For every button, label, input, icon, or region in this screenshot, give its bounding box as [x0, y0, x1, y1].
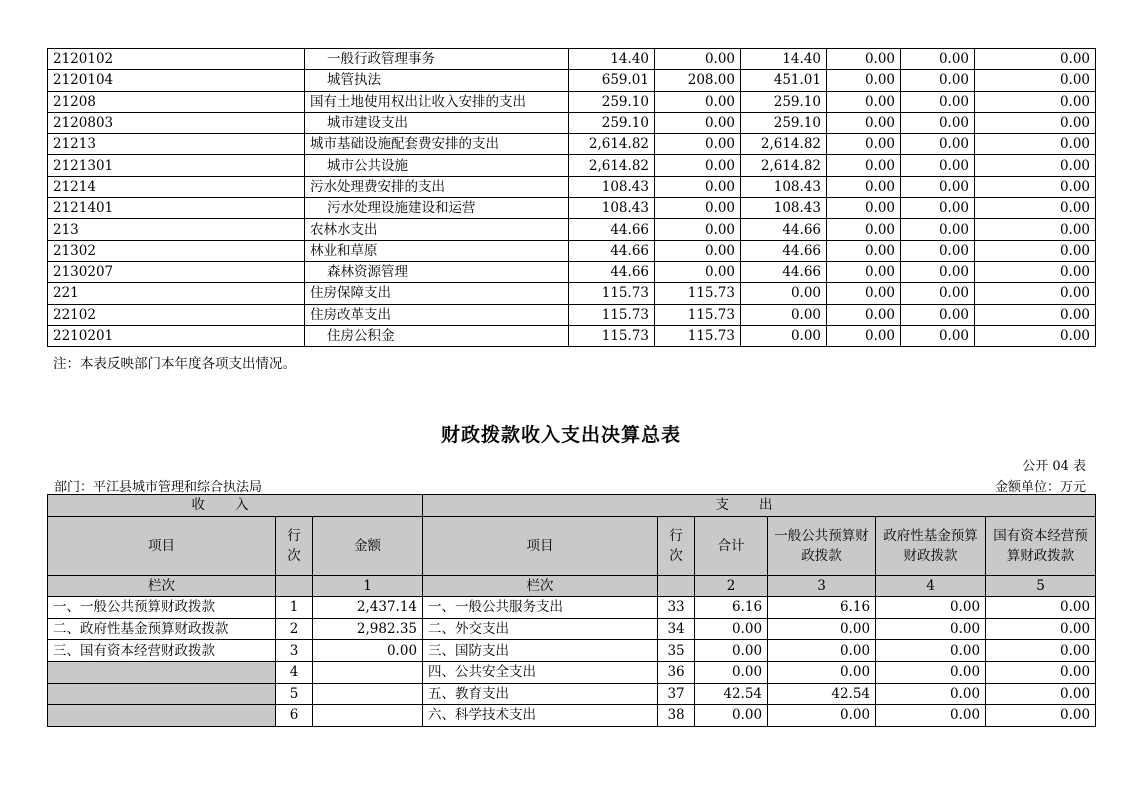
- expense-general: 0.00: [768, 618, 876, 640]
- income-amount: 2,982.35: [313, 618, 423, 640]
- expense-row-no: 38: [658, 705, 695, 727]
- row-project: 2,614.82: [741, 155, 827, 176]
- row-basic: 115.73: [655, 283, 741, 304]
- table-row: [48, 91, 1096, 112]
- row-project: 108.43: [741, 176, 827, 197]
- row-name: 国有土地使用权出让收入安排的支出: [305, 91, 569, 112]
- row-basic: 0.00: [655, 49, 741, 70]
- row-col4: 0.00: [827, 325, 901, 346]
- expense-general: 6.16: [768, 597, 876, 619]
- expense-row-no: 36: [658, 661, 695, 683]
- row-col4: 0.00: [827, 304, 901, 325]
- expense-general: 0.00: [768, 661, 876, 683]
- expense-state: 0.00: [986, 640, 1096, 662]
- table-row: [48, 155, 1096, 176]
- expense-fund: 0.00: [876, 618, 986, 640]
- income-item: 三、国有资本经营财政拨款: [48, 640, 276, 662]
- row-col5: 0.00: [901, 261, 975, 282]
- row-name: 林业和草原: [305, 240, 569, 261]
- row-code: 21213: [48, 134, 305, 155]
- income-amount: 2,437.14: [313, 597, 423, 619]
- table-row: [48, 261, 1096, 282]
- row-basic: 0.00: [655, 198, 741, 219]
- row-total: 2,614.82: [569, 134, 655, 155]
- form-code: 公开 04 表: [1022, 459, 1086, 474]
- row-col4: 0.00: [827, 198, 901, 219]
- expense-total: 0.00: [695, 640, 768, 662]
- row-col4: 0.00: [827, 240, 901, 261]
- expense-row-no: 34: [658, 618, 695, 640]
- row-name: 农林水支出: [305, 219, 569, 240]
- expense-fund: 0.00: [876, 661, 986, 683]
- row-project: 14.40: [741, 49, 827, 70]
- row-col6: 0.00: [975, 49, 1096, 70]
- row-col6: 0.00: [975, 283, 1096, 304]
- row-code: 213: [48, 219, 305, 240]
- row-col4: 0.00: [827, 283, 901, 304]
- table-row: [48, 240, 1096, 261]
- row-basic: 0.00: [655, 240, 741, 261]
- row-name: 住房保障支出: [305, 283, 569, 304]
- row-total: 259.10: [569, 91, 655, 112]
- row-name: 城市基础设施配套费安排的支出: [305, 134, 569, 155]
- row-col6: 0.00: [975, 325, 1096, 346]
- row-name: 污水处理费安排的支出: [305, 176, 569, 197]
- row-name: 一般行政管理事务: [305, 49, 569, 70]
- table-row: [48, 640, 1096, 662]
- column-number-row: [48, 575, 1096, 597]
- expense-state: 0.00: [986, 683, 1096, 705]
- table-row: [48, 283, 1096, 304]
- expense-item: 三、国防支出: [423, 640, 658, 662]
- expense-item: 二、外交支出: [423, 618, 658, 640]
- expense-item: 四、公共安全支出: [423, 661, 658, 683]
- income-row-no: 4: [276, 661, 313, 683]
- expense-item: 六、科学技术支出: [423, 705, 658, 727]
- fiscal-summary-body: [48, 597, 1096, 727]
- expense-row-no: 35: [658, 640, 695, 662]
- row-col5: 0.00: [901, 198, 975, 219]
- row-col5: 0.00: [901, 134, 975, 155]
- row-col4: 0.00: [827, 261, 901, 282]
- unit-label: 金额单位：万元: [994, 480, 1086, 495]
- lanci-blank-2: [658, 575, 695, 597]
- expense-fund: 0.00: [876, 683, 986, 705]
- table-row: [48, 134, 1096, 155]
- row-project: 0.00: [741, 325, 827, 346]
- row-project: 259.10: [741, 91, 827, 112]
- expense-total: 0.00: [695, 705, 768, 727]
- row-code: 21208: [48, 91, 305, 112]
- lanci-blank-1: [276, 575, 313, 597]
- table-row: [48, 219, 1096, 240]
- expense-total: 0.00: [695, 618, 768, 640]
- expenditure-detail-body: [48, 49, 1096, 347]
- table-row: [48, 112, 1096, 133]
- expense-fund: 0.00: [876, 705, 986, 727]
- income-row-no: 1: [276, 597, 313, 619]
- row-total: 115.73: [569, 325, 655, 346]
- row-total: 115.73: [569, 304, 655, 325]
- row-basic: 0.00: [655, 261, 741, 282]
- table-row: [48, 618, 1096, 640]
- expense-state: 0.00: [986, 618, 1096, 640]
- table-row: [48, 198, 1096, 219]
- col-state-capital: 国有资本经营预算财政拨款: [986, 516, 1096, 575]
- section-header-row: [48, 495, 1096, 517]
- row-basic: 0.00: [655, 176, 741, 197]
- row-project: 0.00: [741, 304, 827, 325]
- row-name: 城管执法: [305, 70, 569, 91]
- row-col4: 0.00: [827, 70, 901, 91]
- row-col6: 0.00: [975, 176, 1096, 197]
- row-col5: 0.00: [901, 176, 975, 197]
- expense-item: 一、一般公共服务支出: [423, 597, 658, 619]
- row-col6: 0.00: [975, 261, 1096, 282]
- income-item: 一、一般公共预算财政拨款: [48, 597, 276, 619]
- row-basic: 0.00: [655, 134, 741, 155]
- row-col6: 0.00: [975, 198, 1096, 219]
- row-col5: 0.00: [901, 304, 975, 325]
- row-total: 44.66: [569, 261, 655, 282]
- income-amount: [313, 683, 423, 705]
- lanci-income: 栏次: [48, 575, 276, 597]
- table-row: [48, 304, 1096, 325]
- row-project: 44.66: [741, 261, 827, 282]
- expense-total: 6.16: [695, 597, 768, 619]
- expense-total: 42.54: [695, 683, 768, 705]
- row-code: 221: [48, 283, 305, 304]
- expense-item: 五、教育支出: [423, 683, 658, 705]
- row-code: 2210201: [48, 325, 305, 346]
- table-row: [48, 176, 1096, 197]
- row-col6: 0.00: [975, 240, 1096, 261]
- income-amount: [313, 705, 423, 727]
- expense-row-no: 37: [658, 683, 695, 705]
- row-col5: 0.00: [901, 219, 975, 240]
- row-total: 259.10: [569, 112, 655, 133]
- table-row: [48, 683, 1096, 705]
- row-basic: 115.73: [655, 304, 741, 325]
- income-item: [48, 683, 276, 705]
- row-basic: 115.73: [655, 325, 741, 346]
- table-row: [48, 70, 1096, 91]
- lanci-5: 5: [986, 575, 1096, 597]
- row-total: 14.40: [569, 49, 655, 70]
- col-general-budget: 一般公共预算财政拨款: [768, 516, 876, 575]
- row-code: 2120803: [48, 112, 305, 133]
- row-project: 0.00: [741, 283, 827, 304]
- expense-general: 0.00: [768, 640, 876, 662]
- row-project: 44.66: [741, 219, 827, 240]
- expense-general: 42.54: [768, 683, 876, 705]
- row-col5: 0.00: [901, 91, 975, 112]
- row-total: 108.43: [569, 198, 655, 219]
- col-total: 合计: [695, 516, 768, 575]
- row-total: 44.66: [569, 219, 655, 240]
- row-total: 115.73: [569, 283, 655, 304]
- row-col6: 0.00: [975, 112, 1096, 133]
- row-col4: 0.00: [827, 155, 901, 176]
- row-col5: 0.00: [901, 49, 975, 70]
- row-col5: 0.00: [901, 155, 975, 176]
- expense-general: 0.00: [768, 705, 876, 727]
- department-label: 部门：平江县城市管理和综合执法局: [54, 480, 263, 495]
- row-col4: 0.00: [827, 219, 901, 240]
- row-col6: 0.00: [975, 134, 1096, 155]
- expense-state: 0.00: [986, 705, 1096, 727]
- table-note: 注：本表反映部门本年度各项支出情况。: [53, 356, 296, 372]
- row-col4: 0.00: [827, 176, 901, 197]
- row-project: 2,614.82: [741, 134, 827, 155]
- expense-header: 支出: [423, 495, 1096, 517]
- col-income-row: 行次: [276, 516, 313, 575]
- row-total: 108.43: [569, 176, 655, 197]
- col-income-item: 项目: [48, 516, 276, 575]
- income-row-no: 5: [276, 683, 313, 705]
- row-col6: 0.00: [975, 219, 1096, 240]
- expense-row-no: 33: [658, 597, 695, 619]
- row-code: 2121401: [48, 198, 305, 219]
- income-row-no: 3: [276, 640, 313, 662]
- col-expense-item: 项目: [423, 516, 658, 575]
- row-project: 44.66: [741, 240, 827, 261]
- row-col5: 0.00: [901, 283, 975, 304]
- row-col4: 0.00: [827, 112, 901, 133]
- lanci-2: 2: [695, 575, 768, 597]
- table-row: [48, 597, 1096, 619]
- row-code: 22102: [48, 304, 305, 325]
- row-col5: 0.00: [901, 112, 975, 133]
- row-name: 城市公共设施: [305, 155, 569, 176]
- expense-total: 0.00: [695, 661, 768, 683]
- row-name: 城市建设支出: [305, 112, 569, 133]
- income-row-no: 2: [276, 618, 313, 640]
- row-name: 住房改革支出: [305, 304, 569, 325]
- col-income-amount: 金额: [313, 516, 423, 575]
- row-project: 451.01: [741, 70, 827, 91]
- table-row: [48, 705, 1096, 727]
- col-fund-budget: 政府性基金预算财政拨款: [876, 516, 986, 575]
- income-item: 二、政府性基金预算财政拨款: [48, 618, 276, 640]
- row-name: 住房公积金: [305, 325, 569, 346]
- income-row-no: 6: [276, 705, 313, 727]
- row-basic: 0.00: [655, 91, 741, 112]
- row-code: 2121301: [48, 155, 305, 176]
- row-basic: 208.00: [655, 70, 741, 91]
- expenditure-detail-table: [47, 48, 1096, 347]
- col-expense-row: 行次: [658, 516, 695, 575]
- row-code: 2120102: [48, 49, 305, 70]
- column-header-row: [48, 516, 1096, 575]
- row-col6: 0.00: [975, 70, 1096, 91]
- income-item: [48, 705, 276, 727]
- expense-fund: 0.00: [876, 597, 986, 619]
- row-col6: 0.00: [975, 304, 1096, 325]
- row-name: 污水处理设施建设和运营: [305, 198, 569, 219]
- row-basic: 0.00: [655, 155, 741, 176]
- row-col4: 0.00: [827, 91, 901, 112]
- income-amount: [313, 661, 423, 683]
- row-project: 108.43: [741, 198, 827, 219]
- row-code: 2130207: [48, 261, 305, 282]
- page-title: 财政拨款收入支出决算总表: [440, 424, 681, 446]
- row-code: 2120104: [48, 70, 305, 91]
- lanci-3: 3: [768, 575, 876, 597]
- row-col6: 0.00: [975, 155, 1096, 176]
- row-col5: 0.00: [901, 240, 975, 261]
- row-col6: 0.00: [975, 91, 1096, 112]
- row-code: 21302: [48, 240, 305, 261]
- fiscal-summary-table: [47, 494, 1096, 727]
- expense-fund: 0.00: [876, 640, 986, 662]
- income-item: [48, 661, 276, 683]
- row-col4: 0.00: [827, 49, 901, 70]
- row-basic: 0.00: [655, 112, 741, 133]
- row-basic: 0.00: [655, 219, 741, 240]
- table-row: [48, 325, 1096, 346]
- income-header: 收入: [48, 495, 423, 517]
- row-name: 森林资源管理: [305, 261, 569, 282]
- row-total: 44.66: [569, 240, 655, 261]
- row-col5: 0.00: [901, 325, 975, 346]
- row-total: 2,614.82: [569, 155, 655, 176]
- lanci-expense: 栏次: [423, 575, 658, 597]
- expense-state: 0.00: [986, 661, 1096, 683]
- expense-state: 0.00: [986, 597, 1096, 619]
- row-col5: 0.00: [901, 70, 975, 91]
- row-total: 659.01: [569, 70, 655, 91]
- lanci-4: 4: [876, 575, 986, 597]
- row-project: 259.10: [741, 112, 827, 133]
- row-col4: 0.00: [827, 134, 901, 155]
- row-code: 21214: [48, 176, 305, 197]
- table-row: [48, 49, 1096, 70]
- lanci-1: 1: [313, 575, 423, 597]
- income-amount: 0.00: [313, 640, 423, 662]
- table-row: [48, 661, 1096, 683]
